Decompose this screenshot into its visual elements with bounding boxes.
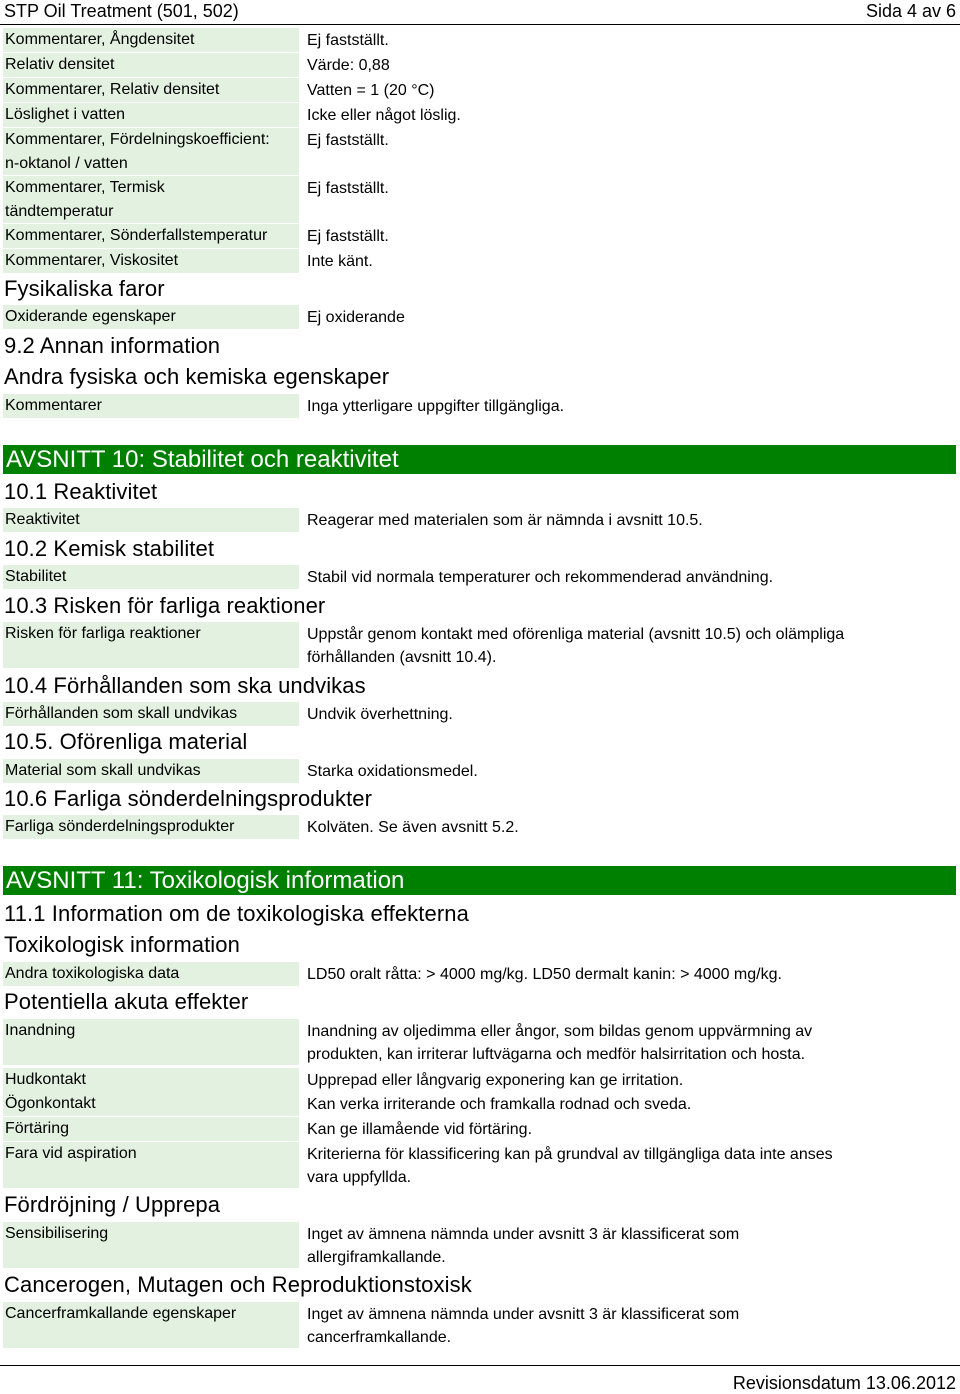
row-label: Kommentarer, Sönderfallstemperatur [3,224,299,248]
section-heading: 9.2 Annan information [4,333,221,358]
row-value: Kolväten. Se även avsnitt 5.2. [307,819,519,836]
row-value: Kan verka irriterande och framkalla rodnad och sveda. [307,1096,692,1113]
row-value-multiline [307,1303,739,1349]
row-value-line: vara uppfyllda. [307,1169,412,1186]
subsection-heading: Potentiella akuta effekter [4,989,249,1014]
row-value: Inte känt. [307,253,373,270]
row-label: Kommentarer, Ångdensitet [3,28,299,52]
row-value: Stabil vid normala temperaturer och rekommenderad användning. [307,569,774,586]
row-value: Ej oxiderande [307,309,405,326]
row-value-multiline [307,1143,833,1189]
row-label: Ögonkontakt [3,1092,299,1116]
row-label-multiline [3,128,299,175]
row-value: Starka oxidationsmedel. [307,763,478,780]
row-label-line: tändtemperatur [5,203,114,220]
row-value-line: Inget av ämnena nämnda under avsnitt 3 är klassificerat som [307,1306,740,1323]
section-bar: AVSNITT 10: Stabilitet och reaktivitet [3,445,956,474]
row-value-line: cancerframkallande. [307,1329,452,1346]
row-label: Sensibilisering [3,1222,299,1268]
row-value: Ej fastställt. [307,180,389,197]
row-value: Inga ytterligare uppgifter tillgängliga. [307,398,565,415]
row-label: Löslighet i vatten [3,103,299,127]
row-label: Oxiderande egenskaper [3,305,299,329]
row-label-multiline [3,176,299,223]
row-value-multiline [307,623,844,669]
row-value: Reagerar med materialen som är nämnda i avsnitt 10.5. [307,512,703,529]
subsection-heading: Toxikologisk information [4,932,240,957]
row-label: Reaktivitet [3,508,299,532]
section-heading: 10.6 Farliga sönderdelningsprodukter [4,786,373,811]
section-heading: 10.1 Reaktivitet [4,479,158,504]
row-value: Ej fastställt. [307,132,389,149]
row-value-line: förhållanden (avsnitt 10.4). [307,649,497,666]
row-label: Hudkontakt [3,1068,299,1092]
footer-divider [0,1365,960,1366]
row-value: Icke eller något löslig. [307,107,461,124]
row-value: Värde: 0,88 [307,57,390,74]
subsection-heading: Andra fysiska och kemiska egenskaper [4,364,390,389]
section-bar: AVSNITT 11: Toxikologisk information [3,866,956,895]
row-value: Ej fastställt. [307,32,389,49]
row-value-line: Kriterierna för klassificering kan på grundval av tillgängliga data inte anses [307,1146,833,1163]
row-label: Förtäring [3,1117,299,1141]
row-label: Inandning [3,1019,299,1065]
row-value: Upprepad eller långvarig exponering kan ge irritation. [307,1072,684,1089]
section-heading: 11.1 Information om de toxikologiska effekterna [4,901,469,926]
row-label: Stabilitet [3,565,299,589]
row-label: Risken för farliga reaktioner [3,622,299,668]
row-value: Vatten = 1 (20 °C) [307,82,435,99]
section-heading: 10.5. Oförenliga material [4,729,248,754]
row-label: Förhållanden som skall undvikas [3,702,299,726]
row-label-line: n-oktanol / vatten [5,155,128,172]
row-label: Cancerframkallande egenskaper [3,1302,299,1348]
row-value-line: Inget av ämnena nämnda under avsnitt 3 är klassificerat som [307,1226,740,1243]
row-label: Kommentarer [3,394,299,418]
subsection-heading: Cancerogen, Mutagen och Reproduktionstoxisk [4,1272,472,1297]
page-number: Sida 4 av 6 [865,1,956,21]
subsection-heading: Fördröjning / Upprepa [4,1192,221,1217]
section-heading: Fysikaliska faror [4,276,165,301]
header-divider [0,24,960,25]
row-label-line: Kommentarer, Fördelningskoefficient: [5,131,270,148]
row-value-multiline [307,1020,812,1066]
row-value: LD50 oralt råtta: > 4000 mg/kg. LD50 dermalt kanin: > 4000 mg/kg. [307,966,782,983]
document-title: STP Oil Treatment (501, 502) [4,1,239,21]
row-value: Undvik överhettning. [307,706,453,723]
row-label: Farliga sönderdelningsprodukter [3,815,299,839]
row-label: Kommentarer, Viskositet [3,249,299,273]
row-label-line: Kommentarer, Termisk [5,179,165,196]
row-label: Kommentarer, Relativ densitet [3,78,299,102]
row-label: Relativ densitet [3,53,299,77]
row-value-line: Uppstår genom kontakt med oförenliga material (avsnitt 10.5) och olämpliga [307,626,845,643]
revision-date: Revisionsdatum 13.06.2012 [732,1373,956,1393]
row-value: Kan ge illamående vid förtäring. [307,1121,533,1138]
row-label: Fara vid aspiration [3,1142,299,1188]
row-value-line: Inandning av oljedimma eller ångor, som bildas genom uppvärmning av [307,1023,813,1040]
row-label: Material som skall undvikas [3,759,299,783]
row-value-line: produkten, kan irriterar luftvägarna och medför halsirritation och hosta. [307,1046,806,1063]
section-heading: 10.3 Risken för farliga reaktioner [4,593,326,618]
section-heading: 10.2 Kemisk stabilitet [4,536,215,561]
row-value-multiline [307,1223,739,1269]
section-heading: 10.4 Förhållanden som ska undvikas [4,673,366,698]
row-label: Andra toxikologiska data [3,962,299,986]
row-value: Ej fastställt. [307,228,389,245]
row-value-line: allergiframkallande. [307,1249,446,1266]
